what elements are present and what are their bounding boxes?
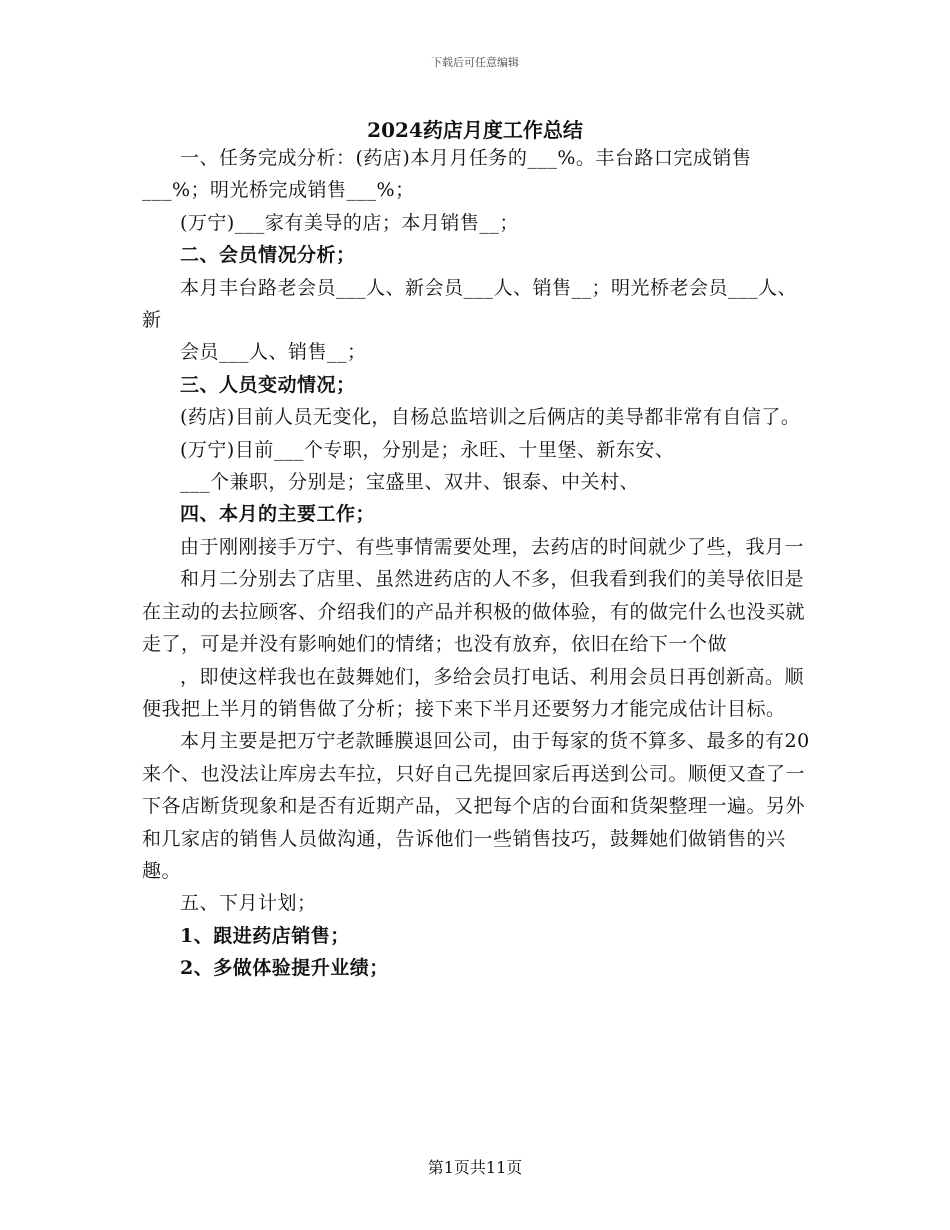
- heading-member-analysis: 二、会员情况分析；: [180, 244, 356, 267]
- paragraph-work-1: 由于刚刚接手万宁、有些事情需要处理，去药店的时间就少了些，我月一: [180, 535, 805, 558]
- paragraph-wanning-fulltime: (万宁)目前___个专职，分别是；永旺、十里堡、新东安、: [180, 438, 675, 461]
- page-header-note: 下载后可任意编辑: [431, 56, 519, 69]
- plan-item-1: 1、跟进药店销售；: [180, 924, 350, 947]
- paragraph-work-3: ，即使这样我也在鼓舞她们，多给会员打电话、利用会员日再创新高。顺便我把上半月的销售做了分析；接下来下半月还要努力才能完成估计目标。: [142, 665, 805, 720]
- paragraph-wanning-stores: (万宁)___家有美导的店；本月销售__；: [180, 211, 519, 234]
- page-number: 第1页共11页: [427, 1158, 523, 1177]
- paragraph-pharmacy-staff: (药店)目前人员无变化，自杨总监培训之后俩店的美导都非常有自信了。: [180, 406, 801, 429]
- heading-main-work: 四、本月的主要工作；: [180, 503, 376, 526]
- heading-staff-changes: 三、人员变动情况；: [180, 373, 356, 396]
- plan-item-2: 2、多做体验提升业绩；: [180, 957, 389, 980]
- heading-next-month-plan: 五、下月计划；: [180, 892, 317, 915]
- document-body: [142, 142, 810, 985]
- document-title: 2024药店月度工作总结: [367, 118, 583, 142]
- paragraph-wanning-parttime: ___个兼职，分别是；宝盛里、双井、银泰、中关村、: [180, 471, 640, 494]
- paragraph-member-stats: 本月丰台路老会员___人、新会员___人、销售__；明光桥老会员___人、新: [142, 276, 798, 332]
- paragraph-member-stats-cont: 会员___人、销售__；: [180, 341, 367, 364]
- paragraph-task-analysis: 一、任务完成分析：(药店)本月月任务的___%。丰台路口完成销售___%；明光桥完成销售___%；: [142, 147, 752, 202]
- paragraph-work-2: 和月二分别去了店里、虽然进药店的人不多，但我看到我们的美导依旧是在主动的去拉顾客、介绍我们的产品并积极的做体验，有的做完什么也没买就走了，可是并没有影响她们的情绪；也没有放弃，依旧在给下一个做: [142, 568, 806, 656]
- paragraph-work-4: 本月主要是把万宁老款睡膜退回公司，由于每家的货不算多、最多的有20来个、也没法让库房去车拉，只好自己先提回家后再送到公司。顺便又查了一下各店断货现象和是否有近期产品，又把每个店的台面和货架整理一遍。另外和几家店的销售人员做沟通，告诉他们一些销售技巧，鼓舞她们做销售的兴趣。: [142, 730, 810, 882]
